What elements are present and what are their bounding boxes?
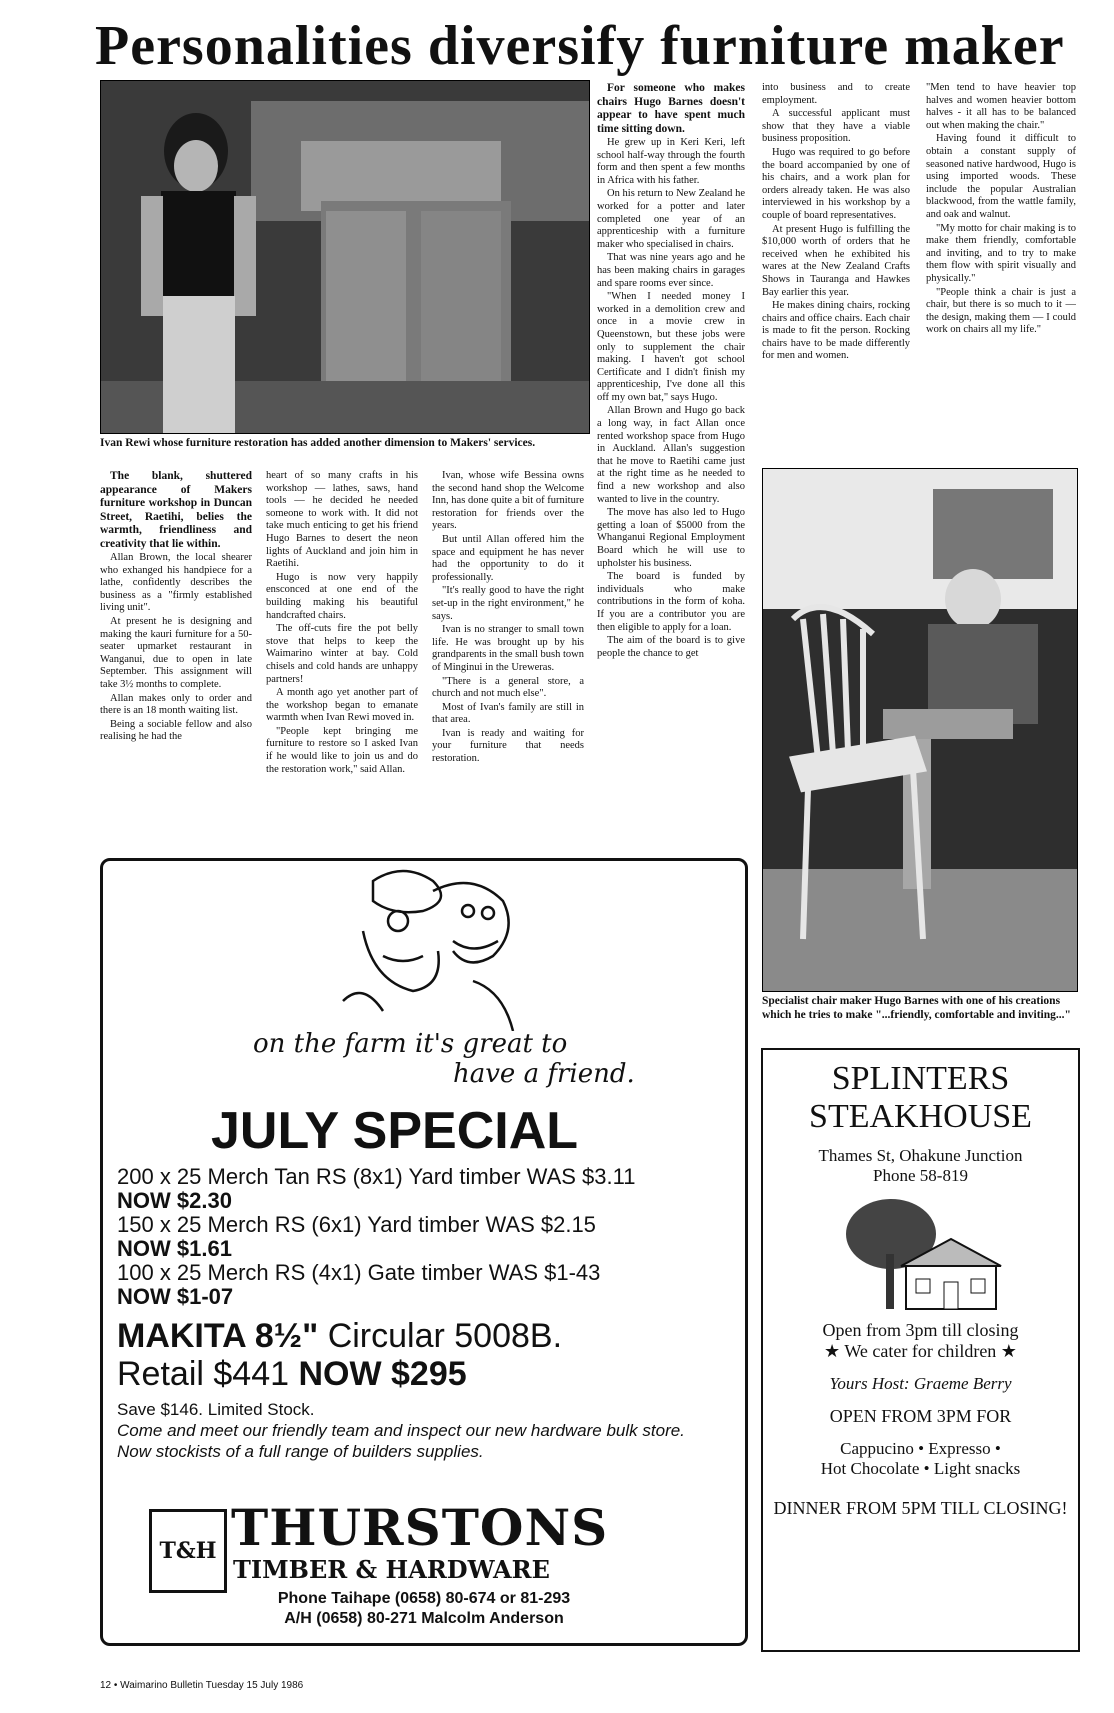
- paragraph: A successful applicant must show that they have a viable business proposition.: [762, 108, 910, 145]
- menu-line-1: Cappucino • Expresso •: [840, 1439, 1001, 1458]
- makita-a: MAKITA 8½": [117, 1317, 319, 1355]
- paragraph: Hugo is now very happily ensconced at one end of the building making his beautiful handcrafted chairs.: [266, 571, 418, 621]
- save-line: Save $146. Limited Stock.: [117, 1400, 315, 1419]
- paragraph: Being a sociable fellow and also realising he had the: [100, 718, 252, 743]
- thurstons-advertisement: [100, 858, 748, 1646]
- paragraph: He grew up in Keri Keri, left school half-way through the fourth form and then spent a few months in Africa with his father.: [597, 137, 745, 186]
- ad-title-line-2: STEAKHOUSE: [809, 1098, 1032, 1135]
- ad-title-line-1: SPLINTERS: [831, 1060, 1010, 1097]
- hours: Open from 3pm till closing: [822, 1320, 1019, 1340]
- paragraph: On his return to New Zealand he worked for a potter and later completed one year of an apprenticeship with a furniture maker who specialised in chairs.: [597, 188, 745, 250]
- paragraph: heart of so many crafts in his workshop — lathes, saws, hand tools — he decided he needed someone to work with. It did not take much enticing to get his friend Hugo Barnes to desert the neon lights of Auckland and join him in Raetihi.: [266, 470, 418, 570]
- steakhouse-illustration: [836, 1194, 1006, 1314]
- paragraph: At present Hugo is fulfilling the $10,000 worth of orders that he received when he exhibited his wares at the New Zealand Crafts Shows in Tauranga and Hawkes Bay earlier this year.: [762, 223, 910, 298]
- paragraph: Ivan is no stranger to small town life. He was brought up by his grandparents in the small bush town of Minginui in the Ureweras.: [432, 624, 584, 673]
- paragraph: But until Allan offered him the space and equipment he has never had the opportunity to do it professionally.: [432, 533, 584, 583]
- paragraph: Ivan is ready and waiting for your furniture that needs restoration.: [432, 727, 584, 765]
- price-item-now: NOW $1.61: [117, 1236, 232, 1261]
- makita-b: Circular 5008B.: [327, 1317, 563, 1355]
- article-lead: For someone who makes chairs Hugo Barnes doesn't appear to have spent much time sitting down.: [597, 82, 745, 135]
- ad-tagline: [253, 1029, 673, 1089]
- open-from: OPEN FROM 3PM FOR: [829, 1406, 1012, 1426]
- paragraph: Allan makes only to order and there is an 18 month waiting list.: [100, 692, 252, 717]
- stockists-line: Now stockists of a full range of builders supplies.: [117, 1442, 484, 1461]
- paragraph: The off-cuts fire the pot belly stove that helps to keep the Waimarino winter at bay. Cold chisels and cold hands are unhappy partners!: [266, 623, 418, 685]
- price-item-now: NOW $1-07: [117, 1284, 234, 1309]
- article-hugo-col-1: [597, 82, 745, 850]
- article-ivan-col-3: [432, 470, 584, 848]
- ad-extra: [117, 1399, 717, 1462]
- page-footer: 12 • Waimarino Bulletin Tuesday 15 July 1986: [100, 1680, 304, 1691]
- paragraph: "It's really good to have the right set-up in the right environment," he says.: [432, 585, 584, 622]
- tagline-line-2: have a friend.: [453, 1059, 635, 1089]
- paragraph: Allan Brown, the local shearer who exhanged his handpiece for a lathe, confidently describes the business as a "firmly established living unit".: [100, 552, 252, 614]
- address: Thames St, Ohakune Junction: [818, 1146, 1023, 1165]
- article-lead: The blank, shuttered appearance of Makers furniture workshop in Duncan Street, Raetihi, belies the warmth, friendliness and creativity that lie within.: [100, 470, 252, 550]
- makita-offer: [117, 1317, 562, 1393]
- headline: Personalities diversify furniture maker: [95, 15, 1065, 77]
- retail-a: Retail $441: [117, 1355, 290, 1393]
- brand-subtitle: TIMBER & HARDWARE: [233, 1555, 550, 1584]
- article-ivan-col-1: [100, 470, 252, 848]
- retail-b: NOW $295: [298, 1355, 467, 1393]
- price-item-desc: 200 x 25 Merch Tan RS (8x1) Yard timber WAS $3.11: [117, 1164, 636, 1189]
- paragraph: The move has also led to Hugo getting a loan of $5000 from the Whanganui Regional Employment Board which he will use to upholster his business.: [597, 507, 745, 569]
- paragraph: Having found it difficult to obtain a constant supply of seasoned native hardwood, Hugo is using imported woods. These include the popular Australian blackwood, from the wattle family, and oak and walnut.: [926, 133, 1076, 220]
- paragraph: "Men tend to have heavier top halves and women heavier bottom halves - it all has to be balanced out when making the chair.": [926, 82, 1076, 131]
- photo-caption-hugo: Specialist chair maker Hugo Barnes with one of his creations which he tries to make "...friendly, comfortable and inviting...": [762, 995, 1071, 1021]
- logo-mark-text: T&H: [159, 1538, 217, 1564]
- splinters-advertisement: [761, 1048, 1080, 1652]
- photo-caption-ivan: Ivan Rewi whose furniture restoration has added another dimension to Makers' services.: [100, 437, 536, 449]
- paragraph: At present he is designing and making the kauri furniture for a 50-seater upmarket restaurant in Wanganui, due to open in late September. This assignment will take 3½ months to complete.: [100, 615, 252, 690]
- article-ivan-col-2: [266, 470, 418, 848]
- menu-line-2: Hot Chocolate • Light snacks: [820, 1459, 1021, 1478]
- children: ★ We cater for children ★: [824, 1341, 1017, 1361]
- paragraph: Allan Brown and Hugo go back a long way, in fact Allan once rented workshop space from Hugo in Auckland. Allan's suggestion that he move to Raetihi came just at the right time as he needed to find a new workshop and also wanted to live in the country.: [597, 405, 745, 505]
- paragraph: The aim of the board is to give people the chance to get: [597, 635, 745, 659]
- tagline-line-1: on the farm it's great to: [253, 1029, 568, 1059]
- brand-name: THURSTONS: [231, 1498, 609, 1557]
- thurstons-logo-mark: [149, 1509, 227, 1593]
- paragraph: Ivan, whose wife Bessina owns the second hand shop the Welcome Inn, has done quite a bit of furniture restoration for friends over the years.: [432, 470, 584, 532]
- paragraph: "My motto for chair making is to make them friendly, comfortable and inviting, and to try to make them flow with spirit visually and physically.": [926, 222, 1076, 284]
- farm-friend-cartoon: [303, 861, 543, 1031]
- paragraph: "When I needed money I worked in a demolition crew and once in a movie crew in Queenstown, but these jobs were only to supplement the chair making. I haven't got school Certificate and I didn't finish my apprenticeship, I've done all this off my own bat," says Hugo.: [597, 291, 745, 403]
- invite-line: Come and meet our friendly team and inspect our new hardware bulk store.: [117, 1421, 685, 1440]
- host: Yours Host: Graeme Berry: [829, 1374, 1012, 1393]
- article-hugo-col-2: [762, 82, 910, 462]
- phone-line: Phone Taihape (0658) 80-674 or 81-293: [277, 1590, 571, 1607]
- price-item-desc: 150 x 25 Merch RS (6x1) Yard timber WAS $2.15: [117, 1212, 596, 1237]
- contact: [103, 1589, 745, 1629]
- paragraph: The board is funded by individuals who make contributions in the form of koha. If you are a contributor you are then eligible to apply for a loan.: [597, 571, 745, 633]
- price-item-now: NOW $2.30: [117, 1188, 232, 1213]
- photo-hugo-barnes: [762, 468, 1078, 992]
- paragraph: Hugo was required to go before the board accompanied by one of his chairs, and a work plan for orders already taken. He was also interviewed in his workshop by a couple of board representatives.: [762, 146, 910, 221]
- paragraph: "People think a chair is just a chair, but there is so much to it — the design, making them — I could work on chairs all my life.": [926, 286, 1076, 336]
- photo-ivan-rewi: [100, 80, 590, 434]
- dinner: DINNER FROM 5PM TILL CLOSING!: [773, 1498, 1068, 1518]
- article-hugo-col-3: [926, 82, 1076, 462]
- paragraph: Most of Ivan's family are still in that area.: [432, 701, 584, 726]
- ad-title: JULY SPECIAL: [211, 1102, 579, 1160]
- price-list: [117, 1165, 737, 1309]
- paragraph: into business and to create employment.: [762, 82, 910, 106]
- paragraph: "People kept bringing me furniture to restore so I asked Ivan if he would like to join us and do the restoration work," said Allan.: [266, 725, 418, 775]
- paragraph: A month ago yet another part of the workshop began to emanate warmth when Ivan Rewi moved in.: [266, 687, 418, 724]
- after-hours-line: A/H (0658) 80-271 Malcolm Anderson: [284, 1610, 564, 1627]
- paragraph: That was nine years ago and he has been making chairs in garages and spare rooms ever since.: [597, 252, 745, 289]
- paragraph: He makes dining chairs, rocking chairs and office chairs. Each chair is made to fit the person. Rocking chairs have to be made differently for men and women.: [762, 300, 910, 362]
- paragraph: "There is a general store, a church and not much else".: [432, 675, 584, 700]
- price-item-desc: 100 x 25 Merch RS (4x1) Gate timber WAS $1-43: [117, 1260, 601, 1285]
- phone: Phone 58-819: [873, 1166, 968, 1185]
